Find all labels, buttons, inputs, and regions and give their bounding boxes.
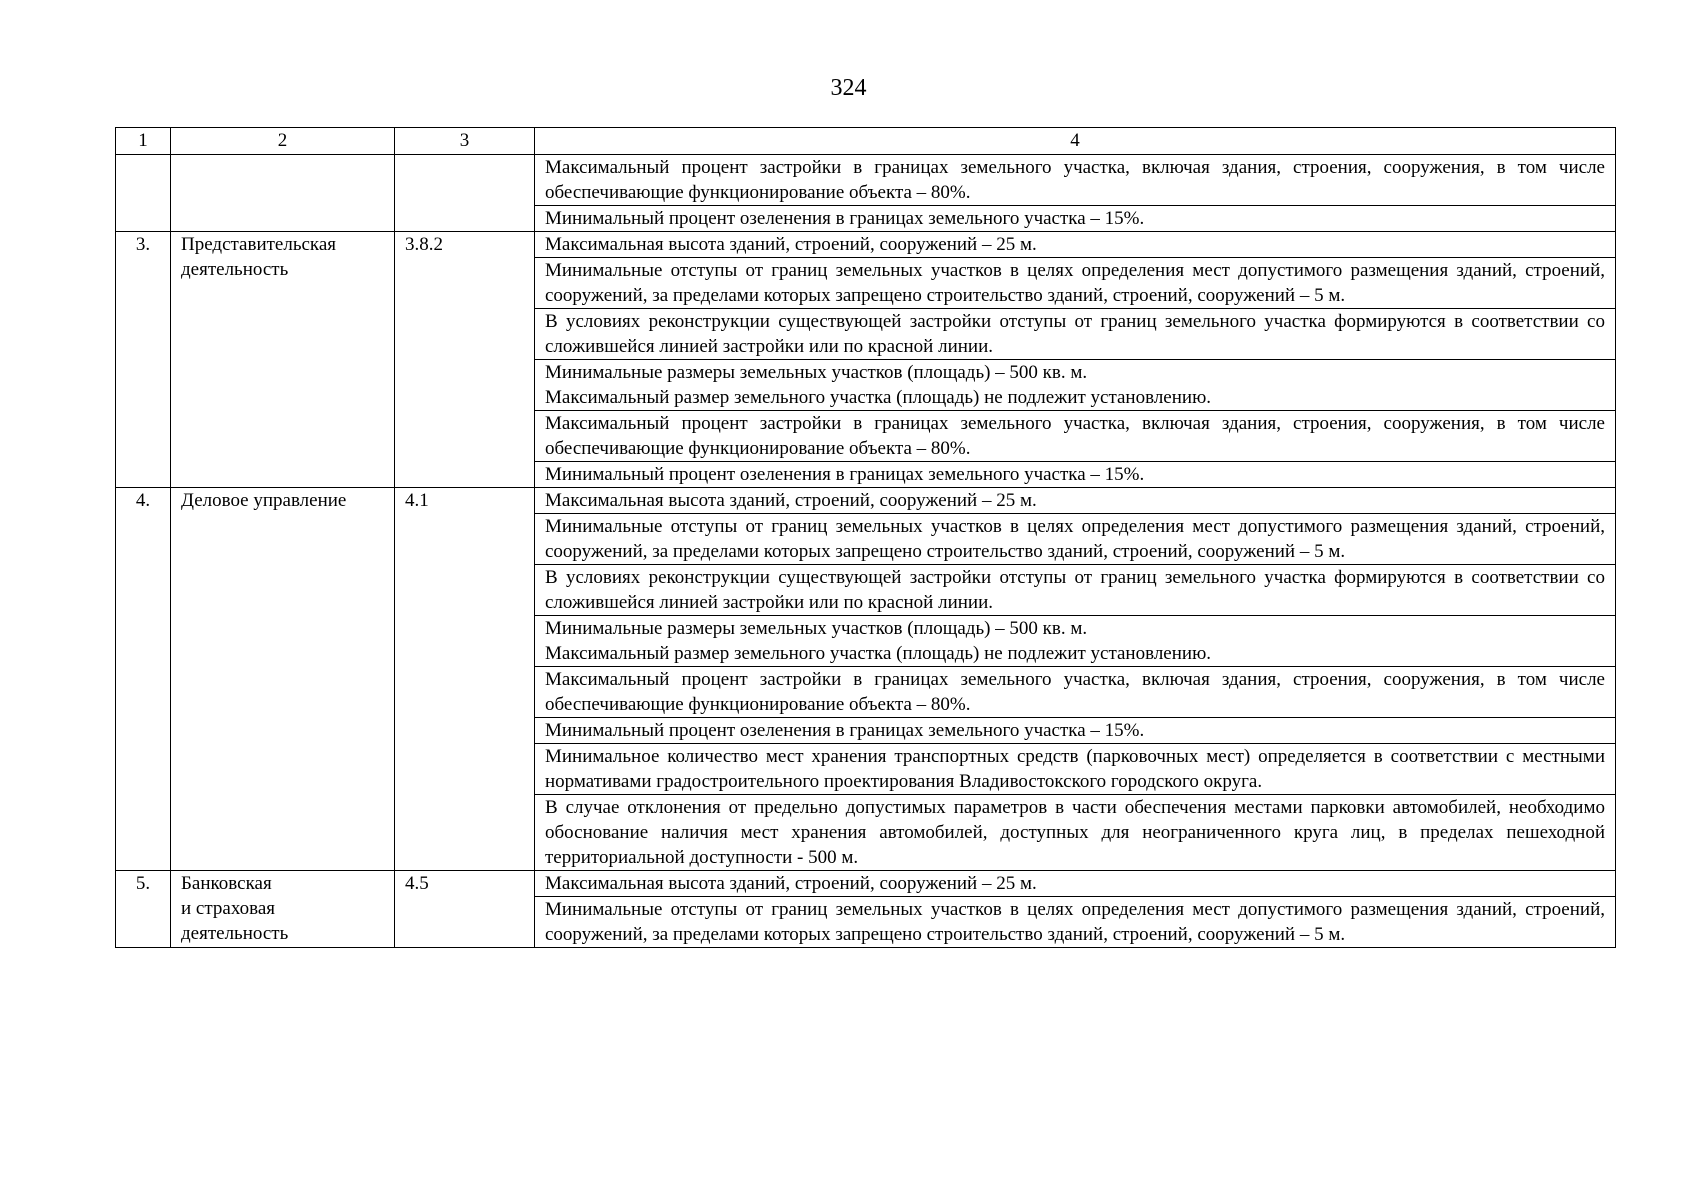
header-cell-2: 2 bbox=[171, 128, 395, 155]
use-type-name-line: Банковская bbox=[181, 873, 272, 894]
use-type-code-cell: 3.8.2 bbox=[395, 232, 535, 488]
parameter-cell: Максимальный процент застройки в границах земельного участка, включая здания, строения, сооружения, в том числе обеспечивающие функционирование объекта – 80%. bbox=[535, 667, 1616, 718]
parameter-cell: В случае отклонения от предельно допустимых параметров в части обеспечения местами парковки автомобилей, необходимо обоснование наличия мест хранения автомобилей, доступных для неограниченного круга лиц, в пределах пешеходной территориальной доступности - 500 м. bbox=[535, 795, 1616, 871]
use-type-code-cell bbox=[395, 155, 535, 232]
parameter-line: Максимальный размер земельного участка (площадь) не подлежит установлению. bbox=[545, 643, 1212, 664]
parameter-cell: Минимальные отступы от границ земельных участков в целях определения мест допустимого размещения зданий, строений, сооружений, за пределами которых запрещено строительство зданий, строений, сооружений – 5 м. bbox=[535, 514, 1616, 565]
header-cell-3: 3 bbox=[395, 128, 535, 155]
parameter-cell: Минимальное количество мест хранения транспортных средств (парковочных мест) определяется в соответствии с местными нормативами градостроительного проектирования Владивостокского городского округа. bbox=[535, 744, 1616, 795]
table-header-row bbox=[116, 128, 1616, 155]
table-row bbox=[116, 871, 1616, 897]
parameter-cell: Максимальная высота зданий, строений, сооружений – 25 м. bbox=[535, 871, 1616, 897]
parameter-cell: Минимальный процент озеленения в границах земельного участка – 15%. bbox=[535, 718, 1616, 744]
table-row bbox=[116, 232, 1616, 258]
use-type-name-cell bbox=[171, 871, 395, 948]
parameter-cell: В условиях реконструкции существующей застройки отступы от границ земельного участка формируются в соответствии со сложившейся линией застройки или по красной линии. bbox=[535, 565, 1616, 616]
parameter-cell bbox=[535, 360, 1616, 411]
parameter-cell: Минимальные отступы от границ земельных участков в целях определения мест допустимого размещения зданий, строений, сооружений, за пределами которых запрещено строительство зданий, строений, сооружений – 5 м. bbox=[535, 897, 1616, 948]
use-type-name-cell bbox=[171, 155, 395, 232]
use-type-code-cell: 4.5 bbox=[395, 871, 535, 948]
use-type-name-line: Деловое управление bbox=[181, 490, 347, 511]
row-number-cell bbox=[116, 155, 171, 232]
use-type-name-line: деятельность bbox=[181, 923, 289, 944]
table-row bbox=[116, 488, 1616, 514]
table-body bbox=[116, 128, 1616, 948]
parameter-line: Минимальные размеры земельных участков (площадь) – 500 кв. м. bbox=[545, 618, 1088, 639]
use-type-name-line: Представительская деятельность bbox=[181, 234, 337, 280]
header-cell-4: 4 bbox=[535, 128, 1616, 155]
row-number-cell: 5. bbox=[116, 871, 171, 948]
table-row bbox=[116, 155, 1616, 206]
parameter-line: Максимальный размер земельного участка (площадь) не подлежит установлению. bbox=[545, 387, 1212, 408]
row-number-cell: 4. bbox=[116, 488, 171, 871]
parameter-cell bbox=[535, 616, 1616, 667]
parameter-cell: Максимальная высота зданий, строений, сооружений – 25 м. bbox=[535, 488, 1616, 514]
parameter-cell: Максимальный процент застройки в границах земельного участка, включая здания, строения, сооружения, в том числе обеспечивающие функционирование объекта – 80%. bbox=[535, 155, 1616, 206]
use-type-code-cell: 4.1 bbox=[395, 488, 535, 871]
parameter-line: Минимальные размеры земельных участков (площадь) – 500 кв. м. bbox=[545, 362, 1088, 383]
parameter-cell: Максимальная высота зданий, строений, сооружений – 25 м. bbox=[535, 232, 1616, 258]
use-type-name-cell bbox=[171, 232, 395, 488]
parameter-cell: Максимальный процент застройки в границах земельного участка, включая здания, строения, сооружения, в том числе обеспечивающие функционирование объекта – 80%. bbox=[535, 411, 1616, 462]
parameter-cell: Минимальный процент озеленения в границах земельного участка – 15%. bbox=[535, 462, 1616, 488]
header-cell-1: 1 bbox=[116, 128, 171, 155]
parameter-cell: В условиях реконструкции существующей застройки отступы от границ земельного участка формируются в соответствии со сложившейся линией застройки или по красной линии. bbox=[535, 309, 1616, 360]
page-number: 324 bbox=[830, 75, 867, 101]
parameter-cell: Минимальные отступы от границ земельных участков в целях определения мест допустимого размещения зданий, строений, сооружений, за пределами которых запрещено строительство зданий, строений, сооружений – 5 м. bbox=[535, 258, 1616, 309]
use-type-name-cell bbox=[171, 488, 395, 871]
parameter-cell: Минимальный процент озеленения в границах земельного участка – 15%. bbox=[535, 206, 1616, 232]
regulations-table bbox=[115, 127, 1616, 948]
row-number-cell: 3. bbox=[116, 232, 171, 488]
use-type-name-line: и страховая bbox=[181, 898, 275, 919]
